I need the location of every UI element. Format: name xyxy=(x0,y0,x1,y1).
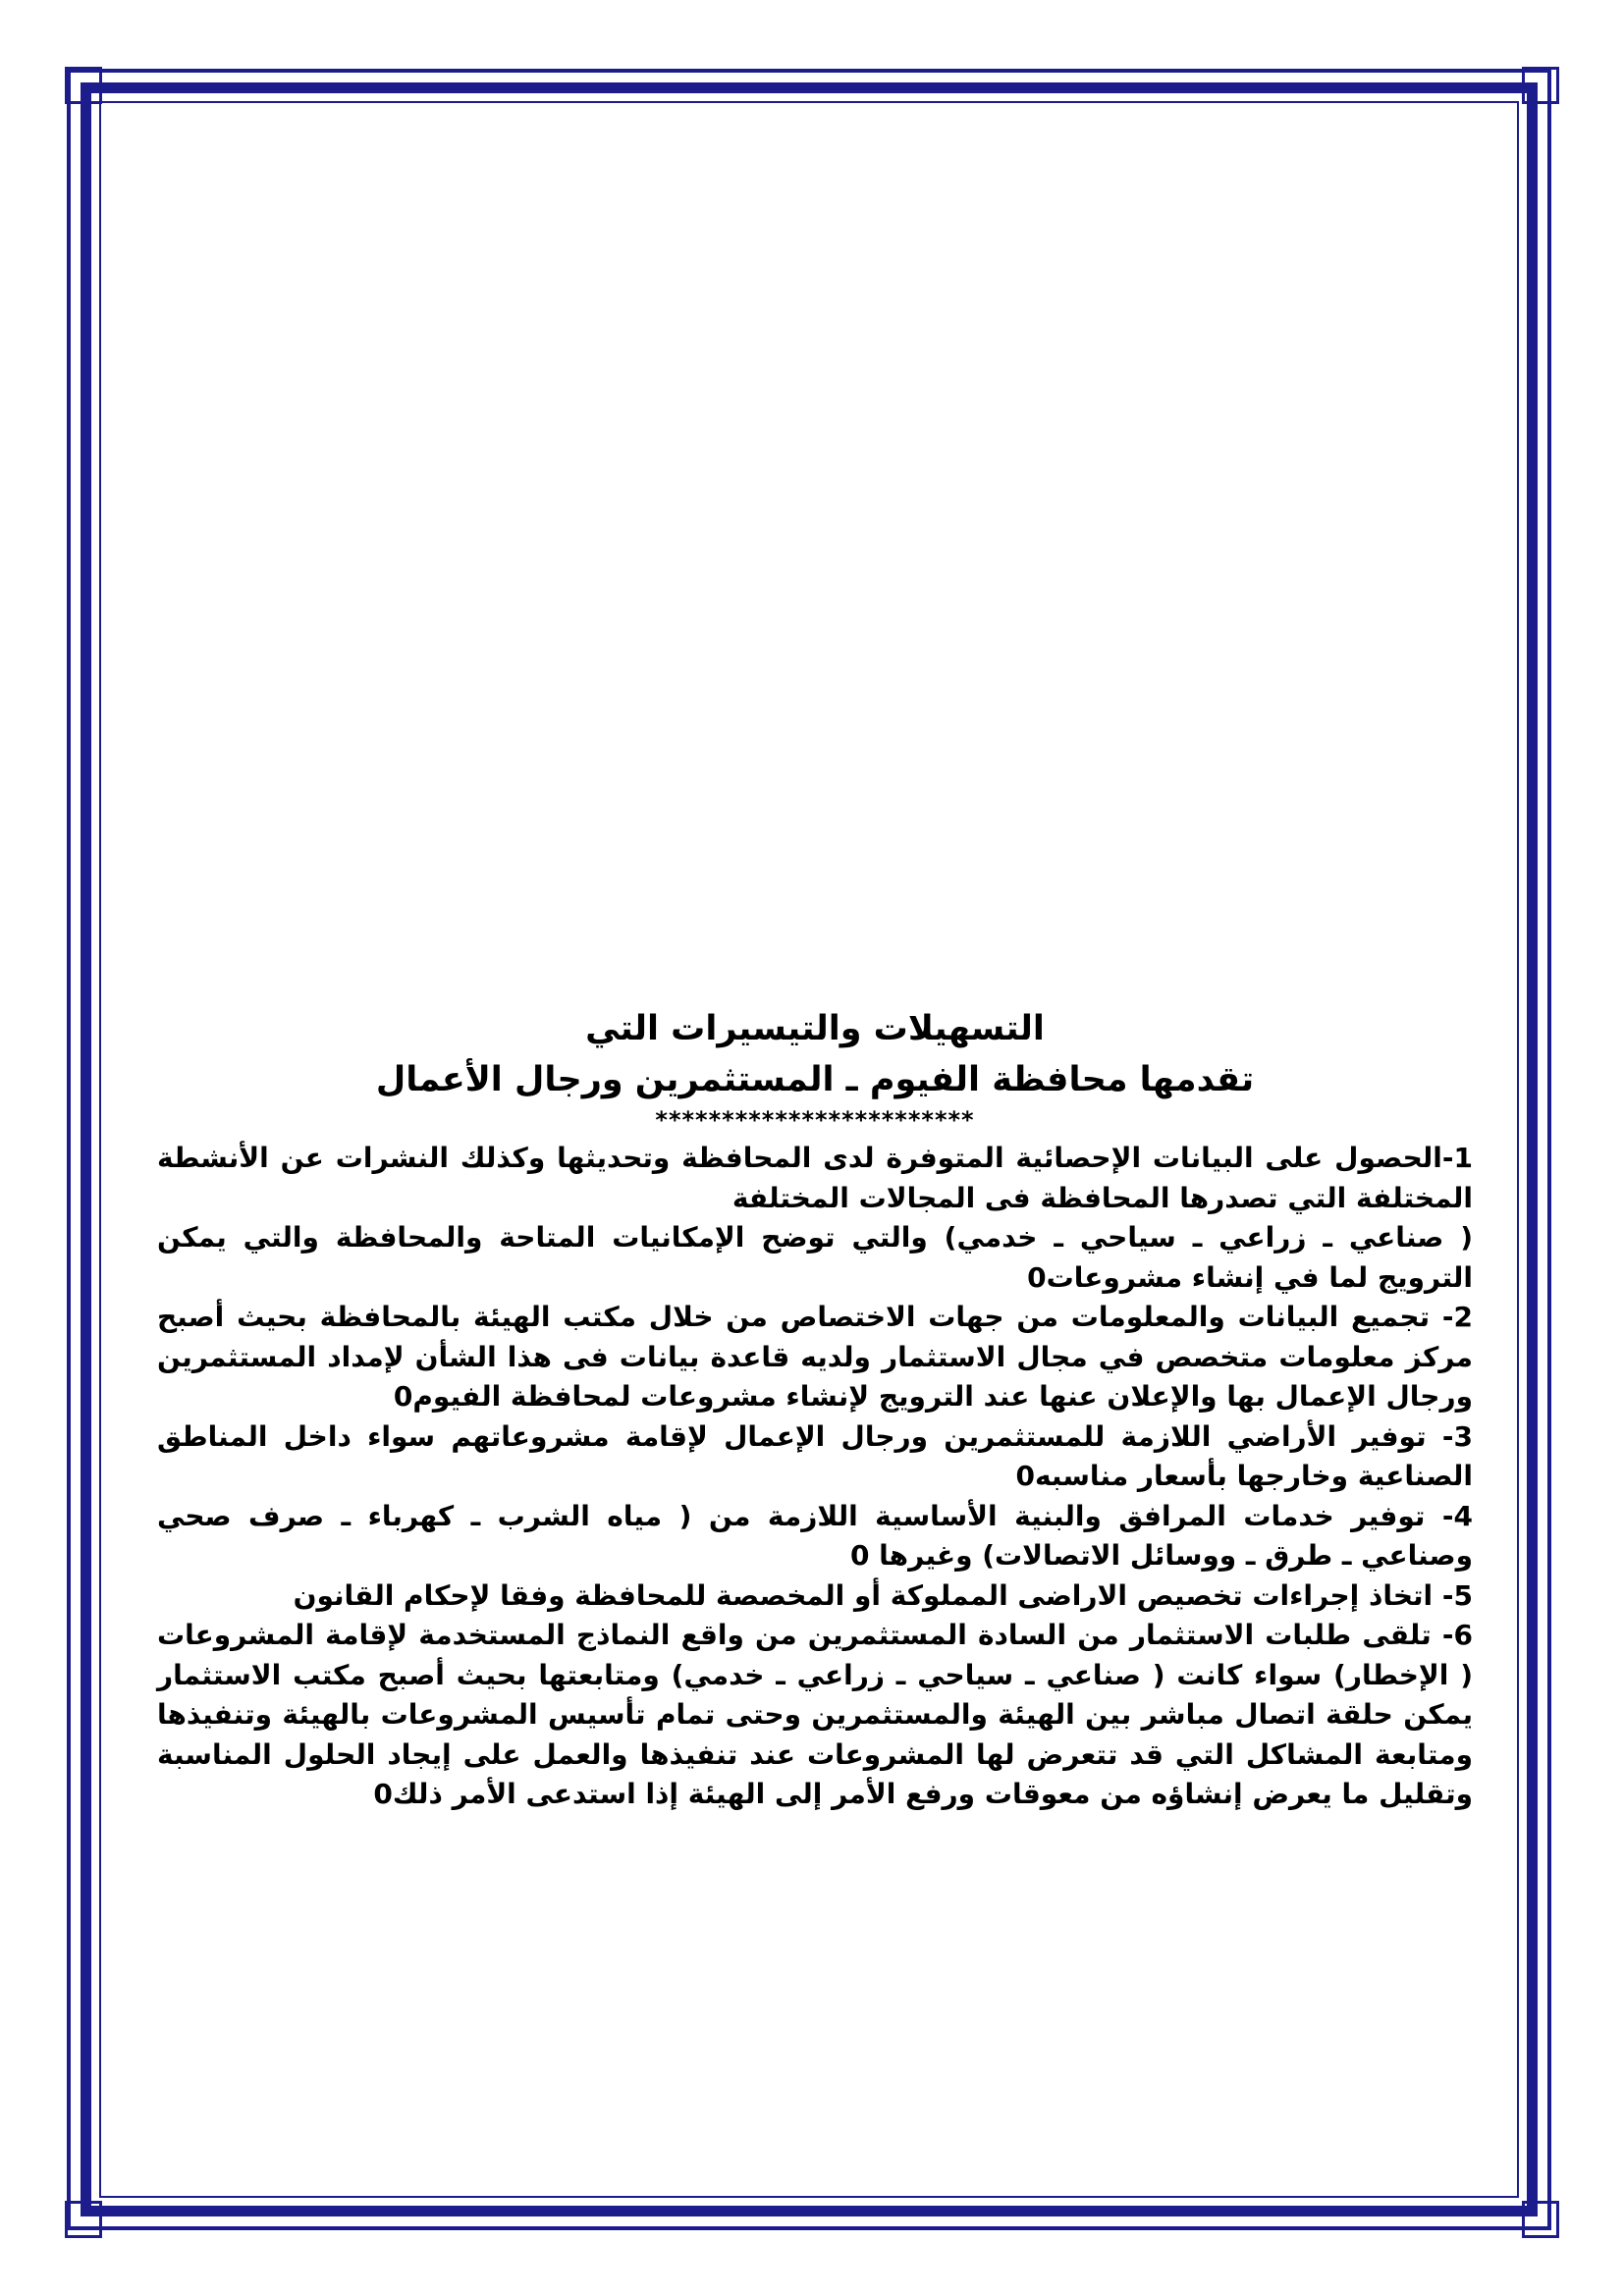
paragraph-2: 2- تجميع البيانات والمعلومات من جهات الاختصاص من خلال مكتب الهيئة بالمحافظة بحيث أصبح مركز معلومات متخصص في مجال الاستثمار ولديه قاعدة بيانات فى هذا الشأن لإمداد المستثمرين ورجال الإعمال بها والإعلان عنها عند الترويج لإنشاء مشروعات لمحافظة الفيوم0 xyxy=(157,1301,1473,1413)
paragraph-4: 4- توفير خدمات المرافق والبنية الأساسية اللازمة من ( مياه الشرب ـ كهرباء ـ صرف صحي وصناعي ـ طرق ـ ووسائل الاتصالات) وغيرها 0 xyxy=(157,1499,1473,1572)
border-corner-top-right xyxy=(1522,67,1559,104)
border-corner-bottom-right xyxy=(1522,2201,1559,2238)
paragraph-3: 3- توفير الأراضي اللازمة للمستثمرين ورجال الإعمال لإقامة مشروعاتهم سواء داخل المناطق الصناعية وخارجها بأسعار مناسبه0 xyxy=(157,1419,1473,1492)
title-line-1: التسهيلات والتيسيرات التي xyxy=(585,1009,1045,1048)
border-corner-top-left xyxy=(65,67,102,104)
paragraph-5: 5- اتخاذ إجراءات تخصيص الاراضى المملوكة أو المخصصة للمحافظة وفقا لإحكام القانون xyxy=(293,1578,1473,1612)
border-corner-bottom-left xyxy=(65,2201,102,2238)
paragraph-6: 6- تلقى طلبات الاستثمار من السادة المستثمرين من واقع النماذج المستخدمة لإقامة المشروعات ( الإخطار) سواء كانت ( صناعي ـ سياحي ـ زراعي ـ خدمي) ومتابعتها بحيث أصبح مكتب الاستثمار يمكن حلقة اتصال مباشر بين الهيئة والمستثمرين وحتى تمام تأسيس المشروعات بالهيئة وتنفيذها ومتابعة المشاكل التي قد تتعرض لها المشروعات عند تنفيذها والعمل على إيجاد الحلول المناسبة وتقليل ما يعرض إنشاؤه من معوقات ورفع الأمر إلى الهيئة إذا استدعى الأمر ذلك0 xyxy=(157,1619,1473,1810)
title-separator: ************************ xyxy=(655,1106,975,1134)
paragraph-1: 1-الحصول على البيانات الإحصائية المتوفرة لدى المحافظة وتحديثها وكذلك النشرات عن الأنشطة المختلفة التي تصدرها المحافظة فى المجالات المختلفة xyxy=(157,1142,1473,1214)
document-body xyxy=(157,1003,1473,1815)
paragraph-1-continued: ( صناعي ـ زراعي ـ سياحي ـ خدمي) والتي توضح الإمكانيات المتاحة والمحافظة والتي يمكن الترويج لما في إنشاء مشروعات0 xyxy=(157,1221,1473,1294)
title-line-2: تقدمها محافظة الفيوم ـ المستثمرين ورجال الأعمال xyxy=(375,1060,1255,1099)
